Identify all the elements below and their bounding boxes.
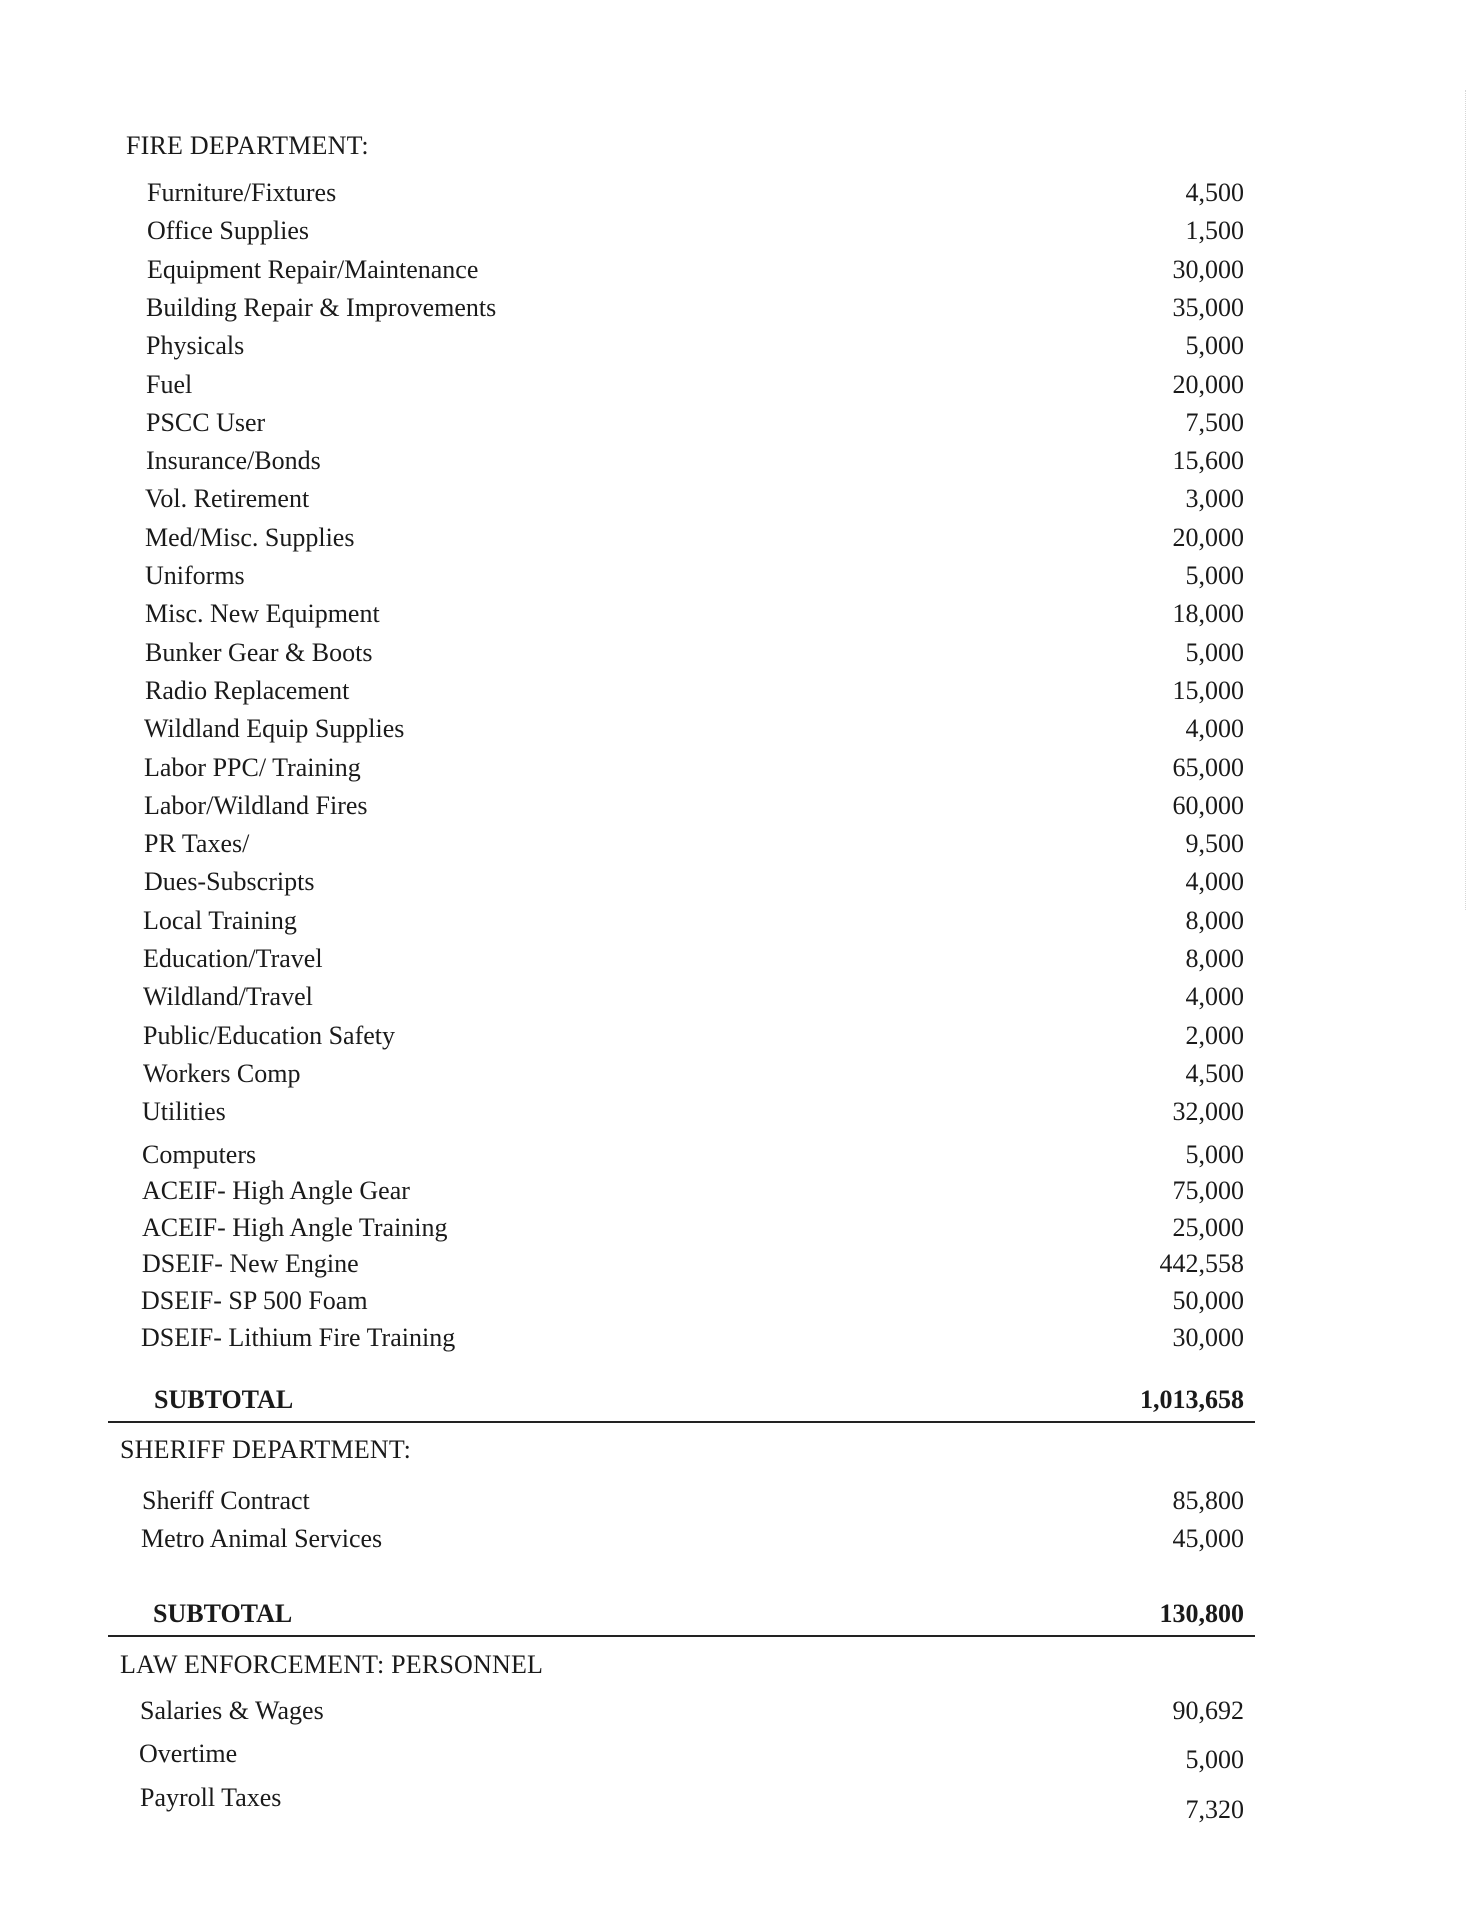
fire-item-amount: 5,000 [1185,1140,1244,1169]
sheriff-item-amount: 45,000 [1172,1524,1244,1553]
fire-item-amount: 35,000 [1172,293,1244,322]
fire-item-label: Labor/Wildland Fires [144,791,368,820]
scan-edge-marks [1465,90,1470,910]
fire-item-amount: 9,500 [1185,829,1244,858]
fire-item-amount: 20,000 [1172,523,1244,552]
fire-item-label: Computers [142,1140,257,1169]
law-item-amount: 90,692 [1172,1696,1244,1725]
fire-item-row [0,1176,1484,1212]
fire-item-row [0,178,1484,214]
sheriff-item-label: Metro Animal Services [141,1524,383,1553]
fire-item-row [0,1249,1484,1285]
fire-item-label: Dues-Subscripts [144,867,315,896]
fire-item-row [0,255,1484,291]
fire-item-amount: 4,500 [1185,1059,1244,1088]
fire-item-row [0,216,1484,252]
fire-item-label: Office Supplies [147,216,309,245]
law-item-amount: 7,320 [1185,1795,1244,1824]
fire-item-amount: 3,000 [1185,484,1244,513]
fire-item-row [0,982,1484,1018]
fire-item-label: Local Training [143,906,297,935]
fire-item-row [0,293,1484,329]
fire-item-amount: 15,000 [1172,676,1244,705]
fire-item-label: Vol. Retirement [145,484,310,513]
fire-item-row [0,753,1484,789]
fire-item-amount: 30,000 [1172,1323,1244,1352]
fire-item-label: Education/Travel [143,944,323,973]
fire-item-label: Wildland/Travel [143,982,313,1011]
fire-item-amount: 75,000 [1172,1176,1244,1205]
fire-item-label: Radio Replacement [145,676,350,705]
fire-item-label: ACEIF- High Angle Gear [142,1176,410,1205]
fire-item-amount: 60,000 [1172,791,1244,820]
fire-item-label: Insurance/Bonds [146,446,321,475]
fire-item-amount: 15,600 [1172,446,1244,475]
law-item-label: Salaries & Wages [140,1696,324,1725]
fire-item-row [0,944,1484,980]
fire-item-label: Equipment Repair/Maintenance [147,255,479,284]
fire-item-label: Building Repair & Improvements [146,293,497,322]
fire-item-amount: 1,500 [1185,216,1244,245]
fire-department-heading: FIRE DEPARTMENT: [126,131,369,160]
fire-item-row [0,638,1484,674]
fire-item-row [0,1021,1484,1057]
fire-item-row [0,829,1484,865]
fire-item-amount: 7,500 [1185,408,1244,437]
fire-item-row [0,370,1484,406]
sheriff-item-row [0,1524,1484,1560]
fire-item-row [0,1140,1484,1176]
sheriff-subtotal-row [0,1599,1484,1635]
fire-subtotal-rule [108,1421,1255,1423]
fire-item-label: Utilities [142,1097,226,1126]
sheriff-subtotal-rule [108,1635,1255,1637]
law-item-row [0,1783,1484,1824]
fire-item-amount: 5,000 [1185,561,1244,590]
fire-item-row [0,561,1484,597]
fire-item-row [0,408,1484,444]
fire-item-row [0,1323,1484,1359]
law-item-row [0,1739,1484,1775]
fire-item-row [0,906,1484,942]
sheriff-subtotal-amount: 130,800 [1159,1599,1244,1628]
law-item-amount: 5,000 [1185,1745,1244,1774]
fire-item-amount: 2,000 [1185,1021,1244,1050]
law-item-row [0,1696,1484,1732]
fire-item-label: Public/Education Safety [143,1021,396,1050]
fire-item-label: Labor PPC/ Training [144,753,361,782]
fire-item-row [0,791,1484,827]
fire-item-amount: 442,558 [1159,1249,1244,1278]
fire-item-row [0,1097,1484,1133]
fire-item-label: Wildland Equip Supplies [144,714,405,743]
fire-item-label: Fuel [146,370,193,399]
fire-item-row [0,714,1484,750]
fire-item-row [0,1286,1484,1322]
fire-item-row [0,1213,1484,1249]
fire-item-amount: 5,000 [1185,638,1244,667]
fire-item-label: Misc. New Equipment [145,599,380,628]
fire-item-row [0,599,1484,635]
fire-item-amount: 18,000 [1172,599,1244,628]
fire-item-label: Workers Comp [143,1059,301,1088]
fire-item-row [0,676,1484,712]
fire-item-label: Med/Misc. Supplies [145,523,355,552]
law-item-label: Payroll Taxes [140,1783,282,1812]
fire-item-amount: 30,000 [1172,255,1244,284]
sheriff-department-heading: SHERIFF DEPARTMENT: [120,1435,412,1464]
fire-item-amount: 4,500 [1185,178,1244,207]
fire-item-amount: 25,000 [1172,1213,1244,1242]
law-item-label: Overtime [139,1739,238,1768]
fire-item-amount: 4,000 [1185,714,1244,743]
fire-item-row [0,331,1484,367]
fire-item-label: DSEIF- Lithium Fire Training [141,1323,456,1352]
fire-subtotal-amount: 1,013,658 [1140,1385,1244,1414]
sheriff-subtotal-label: SUBTOTAL [153,1599,293,1628]
sheriff-item-amount: 85,800 [1172,1486,1244,1515]
fire-item-label: PR Taxes/ [144,829,250,858]
fire-item-row [0,484,1484,520]
fire-item-amount: 50,000 [1172,1286,1244,1315]
fire-item-label: PSCC User [146,408,266,437]
fire-item-label: Furniture/Fixtures [147,178,337,207]
fire-item-amount: 32,000 [1172,1097,1244,1126]
sheriff-item-row [0,1486,1484,1522]
fire-item-row [0,523,1484,559]
fire-item-label: ACEIF- High Angle Training [142,1213,448,1242]
fire-item-row [0,867,1484,903]
fire-item-label: DSEIF- SP 500 Foam [141,1286,368,1315]
fire-item-amount: 4,000 [1185,982,1244,1011]
fire-item-amount: 20,000 [1172,370,1244,399]
fire-item-row [0,1059,1484,1095]
law-enforcement-heading: LAW ENFORCEMENT: PERSONNEL [120,1650,544,1679]
fire-item-amount: 8,000 [1185,944,1244,973]
fire-item-label: Physicals [146,331,245,360]
fire-item-amount: 5,000 [1185,331,1244,360]
fire-item-label: Uniforms [145,561,245,590]
fire-subtotal-row [0,1385,1484,1421]
fire-item-row [0,446,1484,482]
fire-item-amount: 8,000 [1185,906,1244,935]
fire-item-amount: 65,000 [1172,753,1244,782]
fire-item-label: Bunker Gear & Boots [145,638,373,667]
fire-item-label: DSEIF- New Engine [142,1249,359,1278]
sheriff-item-label: Sheriff Contract [142,1486,310,1515]
fire-item-amount: 4,000 [1185,867,1244,896]
fire-subtotal-label: SUBTOTAL [154,1385,294,1414]
